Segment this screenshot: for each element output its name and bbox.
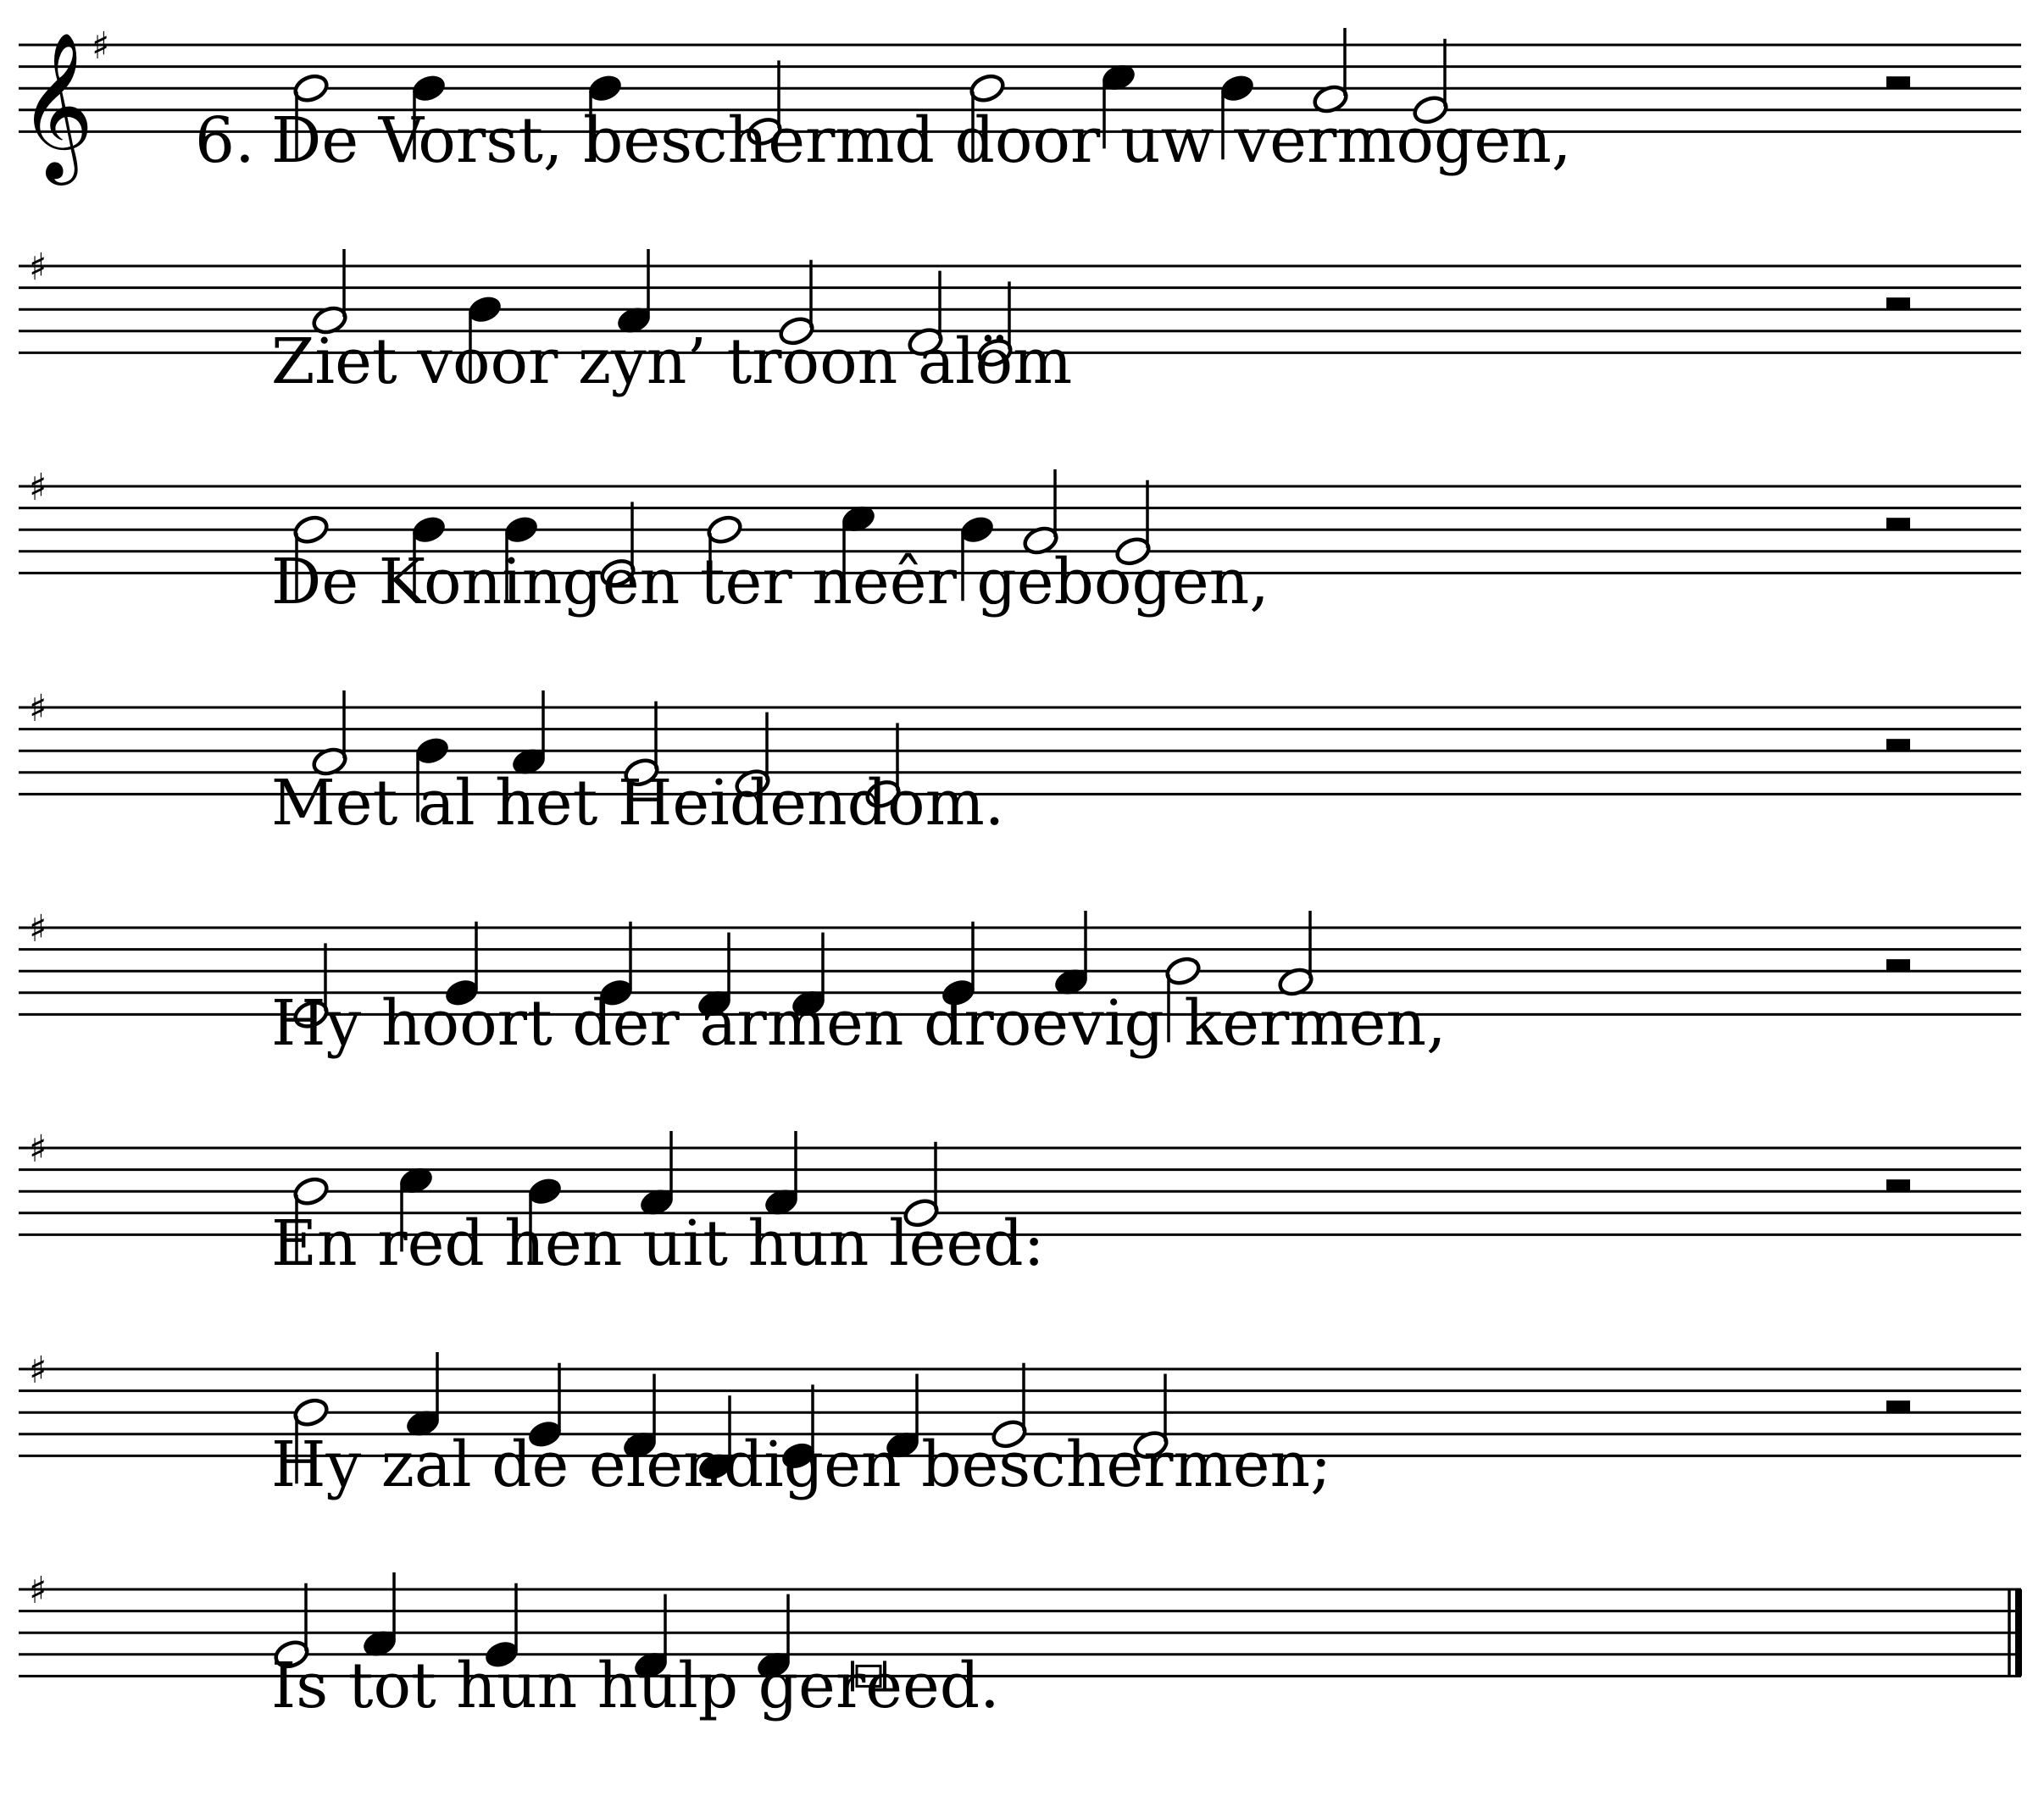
lyric-line: De Koningen ter neêr gebogen, <box>271 546 1269 618</box>
lyric-line: Met al het Heidendom. <box>271 767 1005 840</box>
half-rest <box>1886 1179 1910 1191</box>
note <box>1312 28 1350 115</box>
half-rest <box>1886 959 1910 971</box>
note <box>311 249 349 336</box>
note <box>404 1352 442 1439</box>
lyric-line: Is tot hun hulp gereed. <box>271 1650 1000 1722</box>
half-rest <box>1886 739 1910 751</box>
note <box>1022 469 1060 557</box>
half-rest <box>1886 76 1910 88</box>
note <box>1053 911 1091 998</box>
key-signature-sharp: ♯ <box>29 1349 47 1392</box>
treble-clef: 𝄞 <box>19 31 94 180</box>
key-signature-sharp: ♯ <box>29 1569 47 1612</box>
half-rest <box>1886 1400 1910 1412</box>
lyric-line: Ziet voor zyn’ troon alöm <box>271 325 1073 398</box>
half-rest <box>1886 518 1910 530</box>
note <box>1277 911 1315 998</box>
key-signature-sharp: ♯ <box>92 25 110 68</box>
note <box>763 1131 801 1218</box>
note <box>361 1572 399 1660</box>
key-signature-sharp: ♯ <box>29 687 47 730</box>
lyric-line: Hy zal de elendigen beschermen; <box>271 1428 1332 1501</box>
half-rest <box>1886 297 1910 309</box>
note <box>311 690 349 778</box>
note <box>510 690 548 778</box>
lyric-line: Hy hoort der armen droevig kermen, <box>271 987 1447 1060</box>
note <box>615 249 653 336</box>
verse-number: 6. <box>195 104 255 177</box>
key-signature-sharp: ♯ <box>29 907 47 951</box>
key-signature-sharp: ♯ <box>29 246 47 289</box>
key-signature-sharp: ♯ <box>29 1128 47 1171</box>
lyric-line: De Vorst, beschermd door uw vermogen, <box>271 104 1572 177</box>
lyric-line: En red hen uit hun leed: <box>271 1207 1045 1280</box>
note <box>638 1131 676 1218</box>
key-signature-sharp: ♯ <box>29 466 47 509</box>
